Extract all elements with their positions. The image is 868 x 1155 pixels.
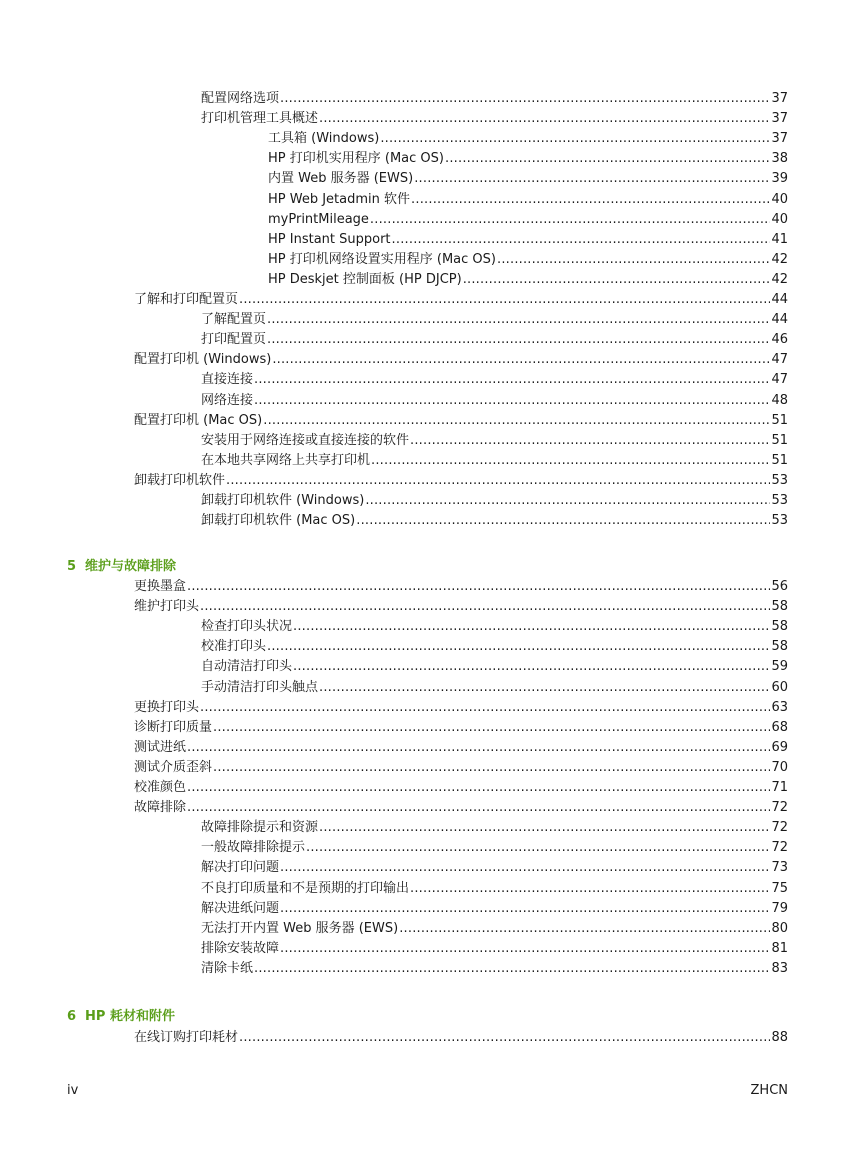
toc-entry[interactable] <box>268 167 788 187</box>
toc-entry-page: 72 <box>771 840 788 856</box>
toc-entry-page: 46 <box>771 332 788 348</box>
toc-entry-page: 69 <box>771 739 788 755</box>
toc-entry-title: 打印配置页 <box>201 332 267 348</box>
toc-entry[interactable] <box>268 208 788 228</box>
toc-entry-page: 75 <box>771 880 788 896</box>
toc-entry-page: 72 <box>771 800 788 816</box>
chapter-heading-5[interactable] <box>67 555 176 575</box>
toc-entry[interactable] <box>201 328 788 348</box>
toc-entry[interactable] <box>268 127 788 147</box>
chapter-number: 5 <box>67 559 77 574</box>
toc-entry-title: 打印机管理工具概述 <box>201 111 319 127</box>
toc-entry-title: 配置打印机 (Mac OS) <box>134 412 263 428</box>
toc-entry[interactable] <box>201 368 788 388</box>
dot-leader <box>272 352 770 368</box>
toc-entry-page: 70 <box>771 759 788 775</box>
dot-leader <box>213 760 770 776</box>
toc-entry[interactable] <box>134 409 788 429</box>
toc-entry-title: HP Deskjet 控制面板 (HP DJCP) <box>268 271 462 287</box>
toc-entry-page: 72 <box>771 820 788 836</box>
toc-entry-title: 维护打印头 <box>134 599 200 615</box>
toc-entry[interactable] <box>201 489 788 509</box>
toc-entry-page: 48 <box>771 392 788 408</box>
toc-entry[interactable] <box>134 469 788 489</box>
toc-entry[interactable] <box>201 836 788 856</box>
toc-entry-title: HP 打印机实用程序 (Mac OS) <box>268 151 444 167</box>
toc-entry-page: 42 <box>771 271 788 287</box>
toc-entry-title: 手动清洁打印头触点 <box>201 679 319 695</box>
toc-entry[interactable] <box>268 228 788 248</box>
toc-entry-title: 更换打印头 <box>134 699 200 715</box>
toc-entry-page: 79 <box>771 900 788 916</box>
dot-leader <box>410 881 770 897</box>
dot-leader <box>497 252 770 268</box>
toc-entry-page: 37 <box>771 131 788 147</box>
dot-leader <box>267 639 770 655</box>
toc-entry[interactable] <box>201 389 788 409</box>
toc-entry-page: 88 <box>771 1030 788 1045</box>
toc-entry[interactable] <box>268 248 788 268</box>
toc-entry-page: 83 <box>771 960 788 976</box>
toc-entry-page: 47 <box>771 352 788 368</box>
toc-entry-title: 故障排除 <box>134 800 187 816</box>
toc-entry[interactable] <box>134 1026 788 1046</box>
dot-leader <box>371 453 770 469</box>
toc-entry[interactable] <box>134 348 788 368</box>
toc-entry-title: 卸载打印机软件 (Windows) <box>201 493 365 508</box>
toc-entry-title: 配置网络选项 <box>201 91 280 106</box>
toc-entry-page: 58 <box>771 599 788 615</box>
toc-entry-title: 解决进纸问题 <box>201 900 280 916</box>
toc-entry-title: 在本地共享网络上共享打印机 <box>201 452 371 468</box>
toc-entry[interactable] <box>201 816 788 836</box>
toc-entry-page: 44 <box>771 292 788 307</box>
toc-entry-title: 工具箱 (Windows) <box>268 131 380 147</box>
toc-entry-page: 71 <box>771 780 788 795</box>
toc-entry-page: 51 <box>771 412 788 428</box>
dot-leader <box>414 171 770 187</box>
toc-entry-page: 58 <box>771 619 788 635</box>
toc-entry[interactable] <box>201 917 788 937</box>
toc-entry-page: 68 <box>771 719 788 735</box>
toc-entry-title: 故障排除提示和资源 <box>201 820 319 836</box>
dot-leader <box>239 1030 770 1046</box>
toc-entry-title: HP 打印机网络设置实用程序 (Mac OS) <box>268 251 496 267</box>
toc-entry[interactable] <box>201 429 788 449</box>
chapter-number: 6 <box>67 1009 77 1024</box>
toc-entry-page: 38 <box>771 151 788 167</box>
toc-entry-title: 清除卡纸 <box>201 960 254 976</box>
toc-entry-title: 在线订购打印耗材 <box>134 1030 239 1045</box>
toc-entry[interactable] <box>201 449 788 469</box>
toc-entry[interactable] <box>134 716 788 736</box>
toc-entry-title: 解决打印问题 <box>201 860 280 876</box>
dot-leader <box>319 680 770 696</box>
dot-leader <box>463 272 771 288</box>
dot-leader <box>280 901 770 917</box>
toc-entry-title: 测试介质歪斜 <box>134 759 213 775</box>
toc-entry-title: 排除安装故障 <box>201 940 280 956</box>
dot-leader <box>254 372 770 388</box>
toc-entry[interactable] <box>201 635 788 655</box>
toc-entry[interactable] <box>201 107 788 127</box>
toc-entry-page: 37 <box>771 111 788 127</box>
toc-entry-page: 59 <box>771 659 788 675</box>
toc-entry[interactable] <box>201 676 788 696</box>
toc-entry-page: 53 <box>771 493 788 508</box>
dot-leader <box>306 840 770 856</box>
toc-entry-title: 网络连接 <box>201 392 254 408</box>
toc-entry[interactable] <box>268 147 788 167</box>
toc-entry-page: 41 <box>771 231 788 247</box>
toc-entry[interactable] <box>134 776 788 796</box>
toc-entry[interactable] <box>134 796 788 816</box>
toc-entry-page: 39 <box>771 171 788 187</box>
dot-leader <box>392 232 771 248</box>
toc-entry-title: 无法打开内置 Web 服务器 (EWS) <box>201 920 399 936</box>
toc-entry[interactable] <box>201 615 788 635</box>
footer-page-number: iv <box>67 1083 79 1098</box>
toc-entry-page: 51 <box>771 432 788 448</box>
dot-leader <box>280 91 770 107</box>
footer-locale: ZHCN <box>750 1083 788 1098</box>
toc-entry-title: 校准打印头 <box>201 639 267 655</box>
dot-leader <box>410 433 770 449</box>
toc-entry[interactable] <box>201 655 788 675</box>
toc-entry-title: 诊断打印质量 <box>134 719 213 735</box>
toc-entry-page: 81 <box>771 940 788 956</box>
dot-leader <box>365 493 770 509</box>
toc-entry-title: 卸载打印机软件 <box>134 472 226 488</box>
toc-entry-page: 53 <box>771 513 788 529</box>
dot-leader <box>267 332 770 348</box>
dot-leader <box>411 192 770 208</box>
dot-leader <box>187 800 770 816</box>
toc-entry-page: 44 <box>771 312 788 328</box>
toc-entry[interactable] <box>201 856 788 876</box>
toc-entry[interactable] <box>201 509 788 529</box>
toc-entry-title: HP Web Jetadmin 软件 <box>268 191 411 207</box>
dot-leader <box>200 700 770 716</box>
toc-entry-title: 自动清洁打印头 <box>201 659 293 675</box>
toc-entry[interactable] <box>201 957 788 977</box>
dot-leader <box>200 599 770 615</box>
toc-entry-title: 了解和打印配置页 <box>134 292 239 307</box>
toc-entry[interactable] <box>268 268 788 288</box>
dot-leader <box>293 659 770 675</box>
toc-entry-title: 检查打印头状况 <box>201 619 293 635</box>
toc-entry-title: 更换墨盒 <box>134 579 187 594</box>
toc-entry-title: 安装用于网络连接或直接连接的软件 <box>201 432 410 448</box>
toc-entry-title: HP Instant Support <box>268 231 391 247</box>
dot-leader <box>445 151 770 167</box>
dot-leader <box>267 312 770 328</box>
dot-leader <box>380 131 770 147</box>
dot-leader <box>226 473 770 489</box>
toc-entry[interactable] <box>201 877 788 897</box>
toc-entry-title: 配置打印机 (Windows) <box>134 352 272 368</box>
dot-leader <box>399 921 770 937</box>
toc-entry-page: 40 <box>771 211 788 227</box>
dot-leader <box>239 292 770 308</box>
dot-leader <box>319 820 770 836</box>
toc-entry[interactable] <box>201 937 788 957</box>
toc-entry-page: 40 <box>771 191 788 207</box>
dot-leader <box>319 111 770 127</box>
toc-entry-title: 不良打印质量和不是预期的打印输出 <box>201 880 410 896</box>
dot-leader <box>263 413 770 429</box>
dot-leader <box>293 619 770 635</box>
dot-leader <box>254 961 770 977</box>
toc-entry[interactable] <box>134 288 788 308</box>
toc-entry-page: 63 <box>771 699 788 715</box>
toc-entry-page: 47 <box>771 372 788 388</box>
toc-entry-page: 60 <box>771 679 788 695</box>
toc-entry-title: 校准颜色 <box>134 780 187 795</box>
toc-entry[interactable] <box>134 575 788 595</box>
toc-entry-page: 80 <box>771 920 788 936</box>
toc-entry[interactable] <box>201 308 788 328</box>
toc-entry[interactable] <box>268 188 788 208</box>
toc-entry-page: 53 <box>771 472 788 488</box>
chapter-title: 维护与故障排除 <box>85 559 177 574</box>
toc-entry-title: 内置 Web 服务器 (EWS) <box>268 171 414 187</box>
toc-entry[interactable] <box>201 87 788 107</box>
dot-leader <box>280 941 770 957</box>
toc-entry[interactable] <box>134 595 788 615</box>
dot-leader <box>213 720 770 736</box>
dot-leader <box>254 393 770 409</box>
toc-entry[interactable] <box>201 897 788 917</box>
toc-entry-page: 58 <box>771 639 788 655</box>
dot-leader <box>280 860 770 876</box>
dot-leader <box>187 740 770 756</box>
dot-leader <box>370 212 771 228</box>
dot-leader <box>356 513 770 529</box>
chapter-heading-6[interactable] <box>67 1005 175 1025</box>
toc-entry-title: 一般故障排除提示 <box>201 840 306 856</box>
toc-entry-page: 51 <box>771 452 788 468</box>
toc-entry[interactable] <box>134 736 788 756</box>
toc-entry-page: 42 <box>771 251 788 267</box>
dot-leader <box>187 780 770 796</box>
dot-leader <box>187 579 770 595</box>
toc-entry-title: 测试进纸 <box>134 739 187 755</box>
toc-entry-title: 了解配置页 <box>201 312 267 328</box>
toc-entry-title: myPrintMileage <box>268 211 369 227</box>
toc-entry-page: 73 <box>771 860 788 876</box>
toc-entry[interactable] <box>134 756 788 776</box>
toc-entry-page: 56 <box>771 579 788 594</box>
toc-entry-title: 直接连接 <box>201 372 254 388</box>
toc-entry-page: 37 <box>771 91 788 106</box>
chapter-title: HP 耗材和附件 <box>85 1009 175 1024</box>
toc-entry-title: 卸载打印机软件 (Mac OS) <box>201 513 356 529</box>
toc-entry[interactable] <box>134 696 788 716</box>
